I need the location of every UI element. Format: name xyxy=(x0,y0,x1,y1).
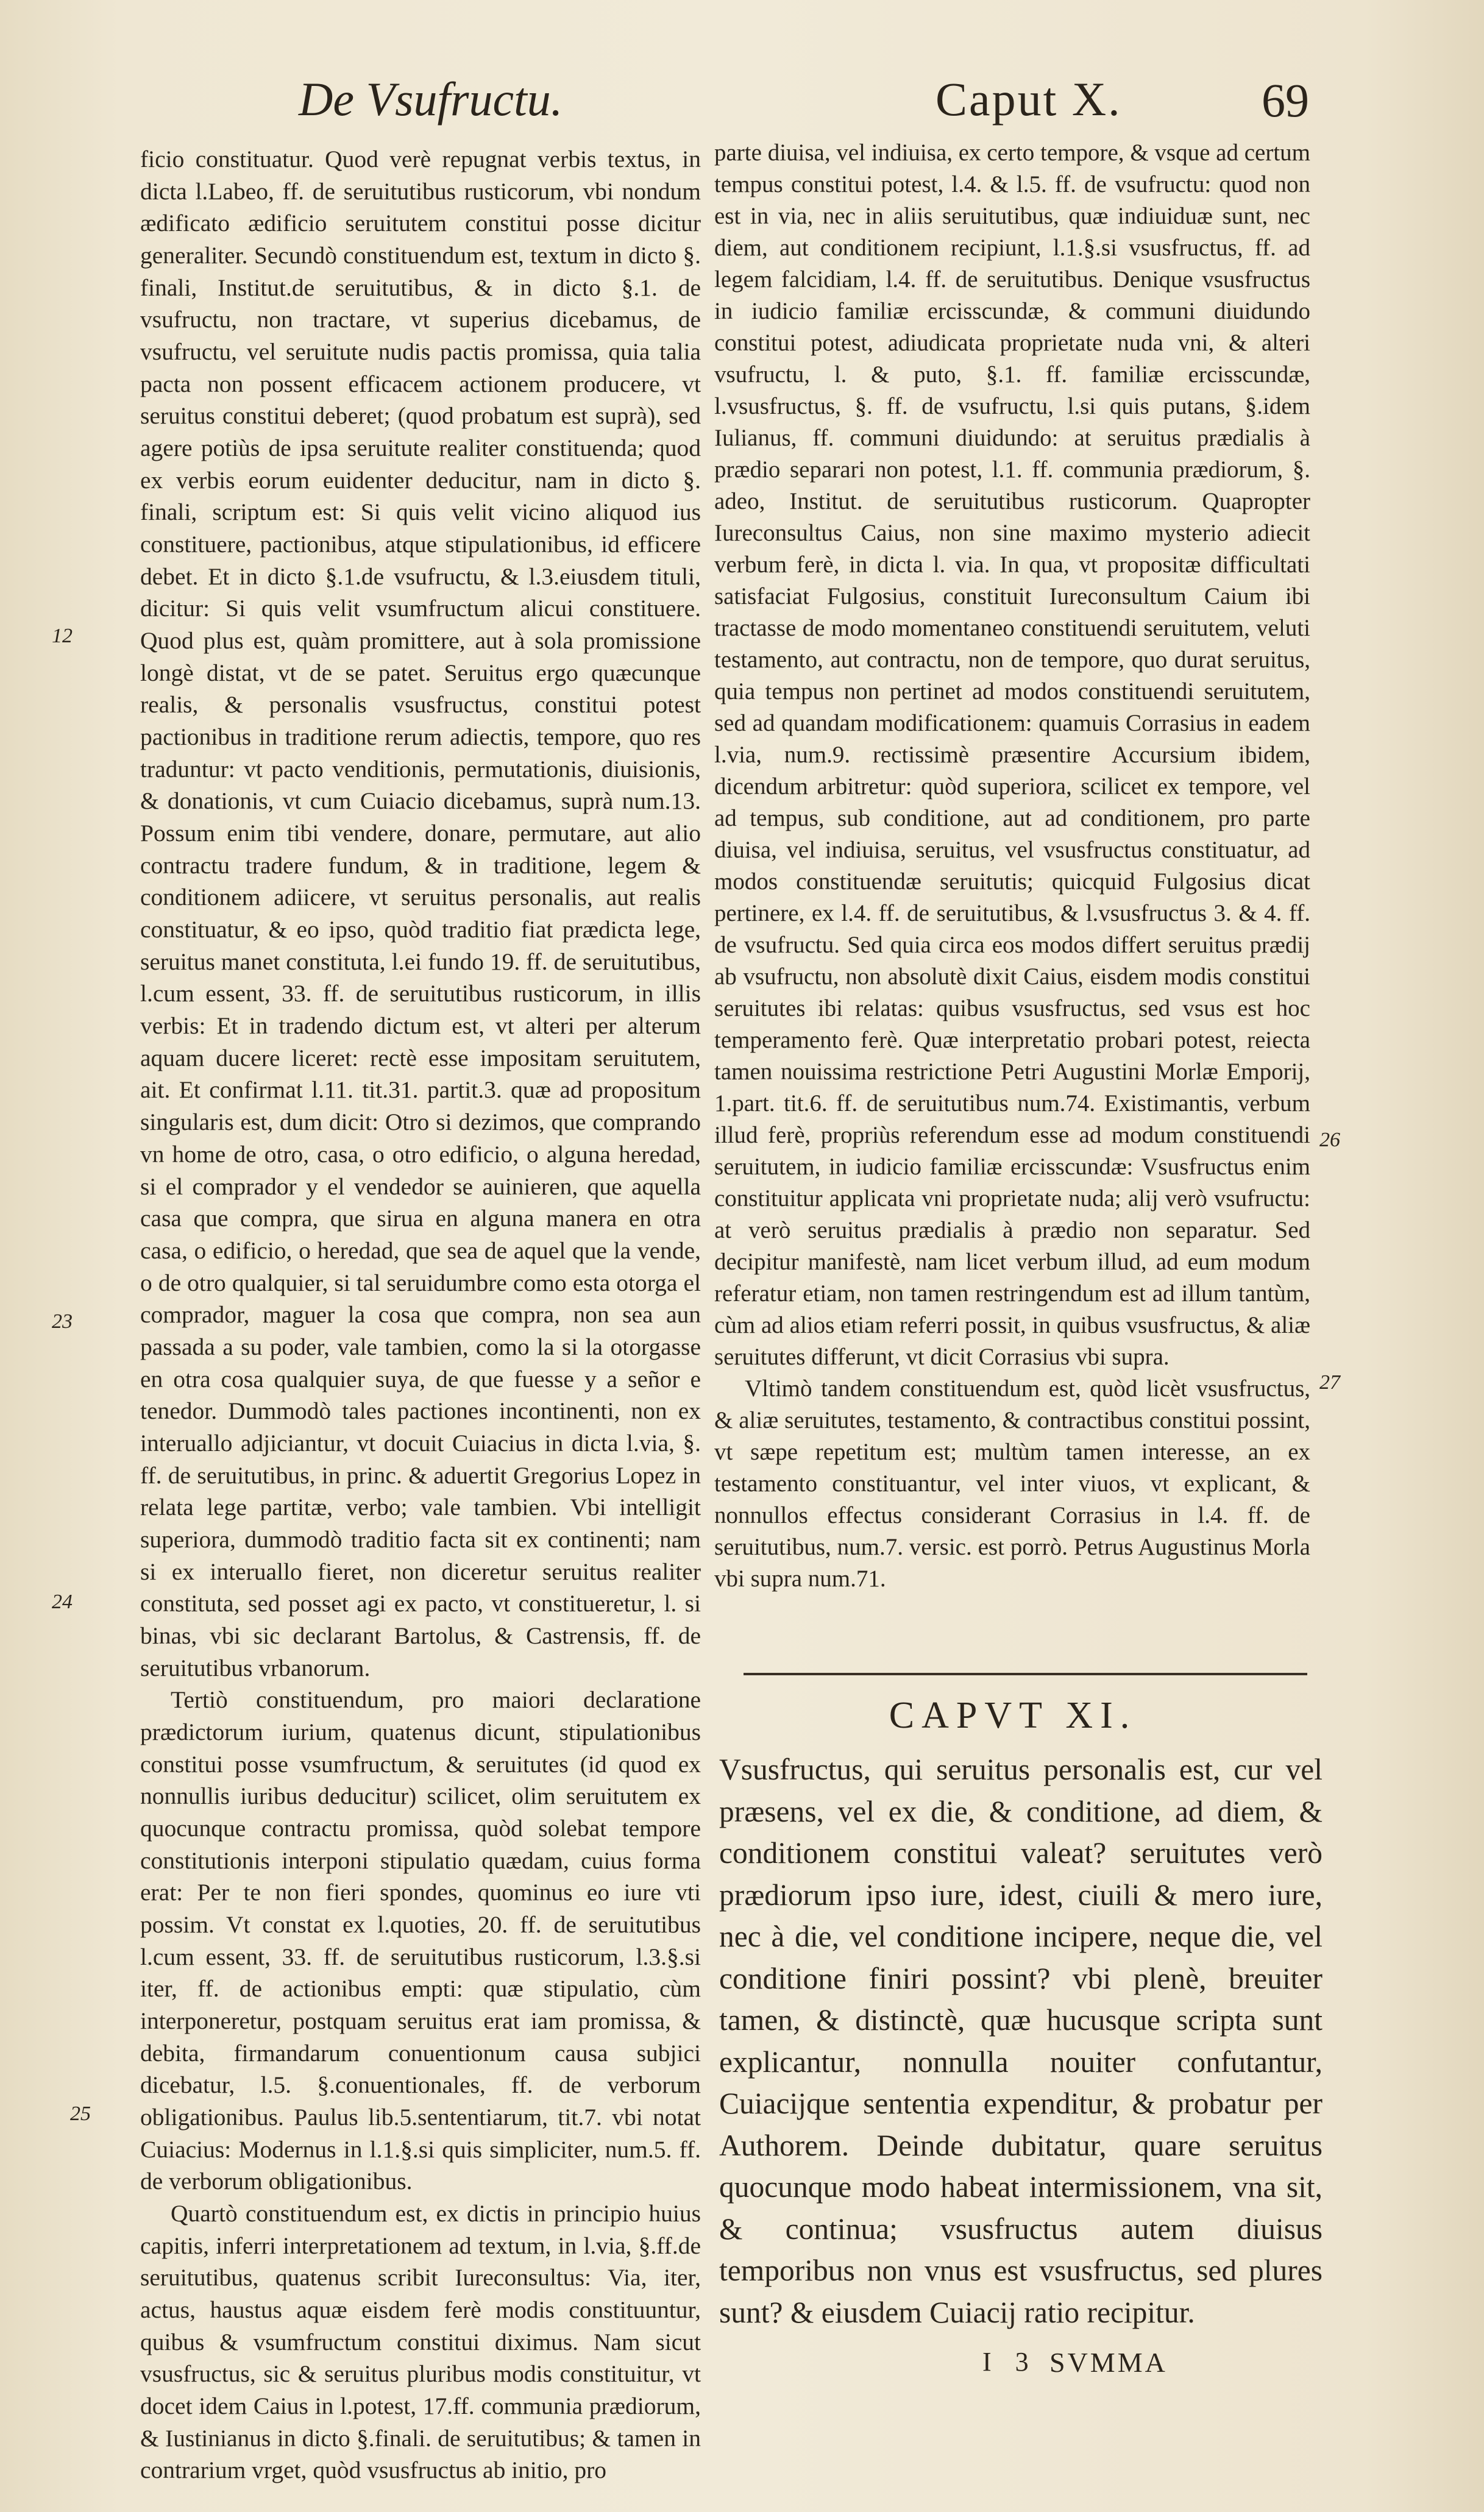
left-paragraph-3: Quartò constituendum est, ex dictis in principio huius capitis, inferri interpretationem ad textum, in l.via, §.ff.de seruitutibus, quatenus scribit Iureconsultus: Via, iter, actus, haustus aquæ eisdem ferè modis constituuntur, quibus & vsumfructum constitui diximus. Nam sicut vsusfructus, sic & seruitus pluribus modis constituitur, vt docet idem Caius in l.potest, 17.ff. communia prædiorum, & Iustinianus in dicto §.finali. de seruitutibus; & tamen in contrarium vrget, quòd vsusfructus ab initio, pro xyxy=(140,2200,701,2484)
chapter-rule xyxy=(744,1673,1307,1675)
right-column xyxy=(714,137,1310,1595)
catchword: SVMMA xyxy=(1049,2347,1168,2378)
chapter-summary: Vsusfructus, qui seruitus personalis est, cur vel præsens, vel ex die, & conditione, ad diem, & conditionem constitui valeat? seruitutes verò prædiorum ipso iure, idest, ciuili & mero iure, nec à die, vel conditione incipere, neque die, vel conditione finiri possint? vbi plenè, breuiter tamen, & distinctè, quæ hucusque scripta sunt explicantur, nonnulla nouiter confutantur, Cuiacijque sententia expenditur, & probatur per Authorem. Deinde dubitatur, quare seruitus quocunque modo habeat intermissionem, vna sit, & continua; vsusfructus autem diuisus temporibus non vnus est vsusfructus, sed plures sunt? & eiusdem Cuiacij ratio recipitur. xyxy=(719,1753,1322,2329)
right-paragraph-2: Vltimò tandem constituendum est, quòd licèt vsusfructus, & aliæ seruitutes, testamento, & contractibus constitui possint, vt sæpe repetitum est; multùm tamen interesse, an ex testamento constituantur, vel inter viuos, vt explicant, & nonnullos effectus considerant Corrasius in l.4. ff. de seruitutibus, num.7. versic. est porrò. Petrus Augustinus Morla vbi supra num.71. xyxy=(714,1375,1310,1592)
left-paragraph-2: Tertiò constituendum, pro maiori declaratione prædictorum iurium, quatenus dicunt, stipulationibus constitui posse vsumfructum, & seruitutes (id quod ex nonnullis iuribus deducitur) scilicet, olim seruitutem ex quocunque contractu promissa, quòd solebat tempore constitutionis interponi stipulatio quædam, cuius forma erat: Per te non fieri spondes, quominus eo iure vti possim. Vt constat ex l.quoties, 20. ff. de seruitutibus l.cum essent, 33. ff. de seruitutibus rusticorum, l.3.§.si iter, ff. de actionibus empti: quæ stipulatio, cùm interponeretur, postquam seruitus erat iam promissa, & debita, firmandarum conuentionum causa subjici dicebatur, l.5. §.conuentionales, ff. de verborum obligationibus. Paulus lib.5.sententiarum, tit.7. vbi notat Cuiacius: Modernus in l.1.§.si quis simpliciter, num.5. ff. de verborum obligationibus. xyxy=(140,1686,701,2195)
margin-number-24: 24 xyxy=(52,1591,73,1613)
running-head-right: Caput X. xyxy=(935,73,1122,126)
running-head-left: De Vsufructu. xyxy=(299,73,563,126)
margin-number-27: 27 xyxy=(1319,1371,1340,1394)
margin-number-12: 12 xyxy=(52,625,73,647)
chapter-heading: CAPVT XI. xyxy=(889,1695,1137,1736)
margin-number-23: 23 xyxy=(52,1310,73,1333)
right-paragraph-1: parte diuisa, vel indiuisa, ex certo tempore, & vsque ad certum tempus constitui potest, l.4. & l.5. ff. de vsufructu: quod non est in via, nec in aliis seruitutibus, quæ indiuiduæ sunt, nec diem, aut conditionem recipiunt, l.1.§.si vsusfructus, ff. ad legem falcidiam, l.4. ff. de seruitutibus. Denique vsusfructus in iudicio familiæ ercisscundæ, & communi diuidundo constitui potest, adiudicata proprietate nuda vni, & alteri vsufructu, l. & puto, §.1. ff. familiæ ercisscundæ, l.vsusfructus, §. ff. de vsufructu, l.si quis putans, §.idem Iulianus, ff. communi diuidundo: at seruitus prædialis à prædio separari non potest, l.1. ff. communia prædiorum, §. adeo, Institut. de seruitutibus rusticorum. Quapropter Iureconsultus Caius, non sine maximo mysterio adiecit verbum ferè, in dicta l. via. In qua, vt propositæ difficultati satisfaciat Fulgosius, constituit Iureconsultum Caium ibi tractasse de modo momentaneo constituendi seruitutem, veluti testamento, aut contractu, non de tempore, quo durat seruitus, quia tempus non pertinet ad modos constituendi seruitutem, sed ad quandam modificationem: quamuis Corrasius in eadem l.via, num.9. rectissimè præsentire Accursium ibidem, dicendum arbitretur: quòd superiora, scilicet ex tempore, vel ad tempus, sub conditione, aut ad conditionem, pro parte diuisa, vel indiuisa, seruitus, vel vsusfructus constituatur, ad modos constituendæ seruitutis; quicquid Fulgosius dicat pertinere, ex l.4. ff. de seruitutibus, & l.vsusfructus 3. & 4. ff. de vsufructu. Sed quia circa eos modos differt seruitus prædij ab vsufructu, non absolutè dixit Caius, eisdem modis constitui seruitutes ibi relatas: quibus vsusfructus, sed vsus est hoc temperamento ferè. Quæ interpretatio probari potest, reiecta tamen nouissima restrictione Petri Augustini Morlæ Emporij, 1.part. tit.6. ff. de seruitutibus num.74. Existimantis, verbum illud ferè, propriùs referendum esse ad modum constituendi seruitutem, in iudicio familiæ ercisscundæ: Vsusfructus enim constituitur applicata vni proprietate nuda; alij verò vsufructu: at verò seruitus prædialis à prædio non separatur. Sed decipitur manifestè, nam licet verbum illud, ad eum modum referatur etiam, non tamen restringendum est ad illum tantùm, cùm ad alios etiam referri possit, in quibus vsusfructus, & aliæ seruitutes differunt, vt dicit Corrasius vbi supra. xyxy=(714,140,1310,1370)
left-column xyxy=(140,143,701,2486)
page-number: 69 xyxy=(1262,74,1309,127)
left-paragraph-1: ficio constituatur. Quod verè repugnat verbis textus, in dicta l.Labeo, ff. de seruitutibus rusticorum, vbi nondum ædificato ædificio seruitutem constitui posse dicitur generaliter. Secundò constituendum est, textum in dicto §. finali, Institut.de seruitutibus, & in dicto §.1. de vsufructu, non tractare, vt superius dicebamus, de vsufructu, vel seruitute nudis pactis promissa, quia talia pacta non possent efficacem actionem producere, vt seruitus constitui deberet; (quod probatum est suprà), sed agere potiùs de ipsa seruitute realiter constituenda; quod ex verbis eorum euidenter deducitur, nam in dicto §. finali, scriptum est: Si quis velit vicino aliquod ius constituere, pactionibus, atque stipulationibus, id efficere debet. Et in dicto §.1.de vsufructu, & l.3.eiusdem tituli, dicitur: Si quis velit vsumfructum alicui constituere. Quod plus est, quàm promittere, aut à sola promissione longè distat, vt de se patet. Seruitus ergo quæcunque realis, & personalis vsusfructus, constitui potest pactionibus in traditione rerum adiectis, tempore, quo res traduntur: vt pacto venditionis, permutationis, diuisionis, & donationis, vt cum Cuiacio dicebamus, suprà num.13. Possum enim tibi vendere, donare, permutare, aut alio contractu tradere fundum, & in traditione, legem & conditionem adiicere, vt seruitus personalis, aut realis constituatur, & eo ipso, quòd traditio fiat prædicta lege, seruitus manet constituta, l.ei fundo 19. ff. de seruitutibus, l.cum essent, 33. ff. de seruitutibus rusticorum, in illis verbis: Et in tradendo dictum est, vt alteri per alterum aquam ducere liceret: rectè esse impositam seruitutem, ait. Et confirmat l.11. tit.31. partit.3. quæ ad propositum singularis est, dum dicit: Otro si dezimos, que comprando vn home de otro, casa, o otro edificio, o alguna heredad, si el comprador y el vendedor se auinieren, que aquella casa que compra, que sirua en alguna manera en otra casa, o edificio, o heredad, que sea de aquel que la vende, o de otro qualquier, si tal seruidumbre como esta otorga el comprador, maguer la cosa que compra, non sea aun passada a su poder, vale tambien, como la si la otorgasse en otra cosa qualquier suya, de que fuesse y a señor e tenedor. Dummodò tales pactiones incontinenti, non ex interuallo adjiciantur, vt docuit Cuiacius in dicta l.via, §. ff. de seruitutibus, in princ. & aduertit Gregorius Lopez in relata lege partitæ, verbo; vale tambien. Vbi intelligit superiora, dummodò traditio facta sit ex continenti; nam si ex interuallo fieret, non diceretur seruitus realiter constituta, sed posset agi ex pacto, vt constitueretur, l. si binas, vbi sic declarant Bartolus, & Castrensis, ff. de seruitutibus vrbanorum. xyxy=(140,146,701,1681)
margin-number-25: 25 xyxy=(70,2102,91,2125)
signature-mark: I 3 xyxy=(982,2347,1037,2377)
margin-number-26: 26 xyxy=(1319,1129,1340,1151)
